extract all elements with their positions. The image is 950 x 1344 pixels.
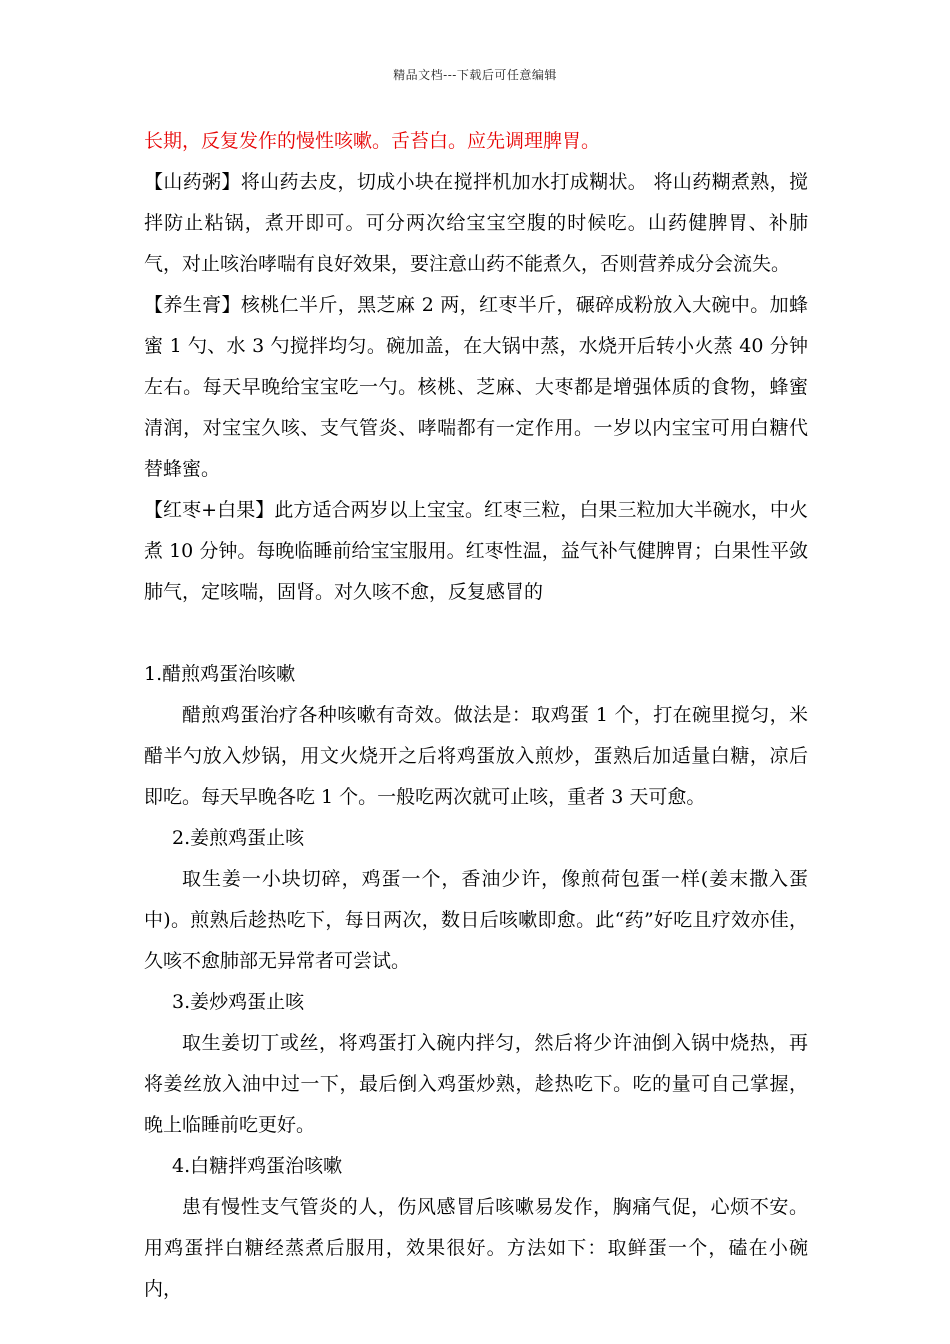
section-heading-2: 2.姜煎鸡蛋止咳 — [172, 827, 305, 849]
document-body — [144, 121, 808, 1310]
intro-paragraph: 长期，反复发作的慢性咳嗽。舌苔白。应先调理脾胃。 — [144, 130, 601, 152]
spacer — [144, 613, 808, 654]
page-header: 精品文档---下载后可任意编辑 — [393, 68, 557, 82]
section-heading-1: 1.醋煎鸡蛋治咳嗽 — [144, 663, 296, 685]
section-body-1: 醋煎鸡蛋治疗各种咳嗽有奇效。做法是：取鸡蛋 1 个，打在碗里搅匀，米醋半勺放入炒锅，用文火烧开之后将鸡蛋放入煎炒，蛋熟后加适量白糖，凉后即吃。每天早晚各吃 1 个。一般吃两次就可止咳，重者 3 天可愈。 — [144, 704, 808, 808]
yam-porridge-paragraph: 【山药粥】将山药去皮，切成小块在搅拌机加水打成糊状。 将山药糊煮熟，搅拌防止粘锅，煮开即可。可分两次给宝宝空腹的时候吃。山药健脾胃、补肺气，对止咳治哮喘有良好效果，要注意山药不能煮久，否则营养成分会流失。 — [144, 171, 808, 275]
health-paste-paragraph: 【养生膏】核桃仁半斤，黑芝麻 2 两，红枣半斤，碾碎成粉放入大碗中。加蜂蜜 1 勺、水 3 勺搅拌均匀。碗加盖，在大锅中蒸，水烧开后转小火蒸 40 分钟左右。每天早晚给宝宝吃一勺。核桃、芝麻、大枣都是增强体质的食物，蜂蜜清润，对宝宝久咳、支气管炎、哮喘都有一定作用。一岁以内宝宝可用白糖代替蜂蜜。 — [144, 294, 808, 480]
section-body-2: 取生姜一小块切碎，鸡蛋一个，香油少许，像煎荷包蛋一样(姜末撒入蛋中)。煎熟后趁热吃下，每日两次，数日后咳嗽即愈。此“药”好吃且疗效亦佳，久咳不愈肺部无异常者可尝试。 — [144, 868, 808, 972]
section-body-4: 患有慢性支气管炎的人，伤风感冒后咳嗽易发作，胸痛气促，心烦不安。用鸡蛋拌白糖经蒸煮后服用，效果很好。方法如下：取鲜蛋一个，磕在小碗内， — [144, 1196, 808, 1300]
section-heading-4: 4.白糖拌鸡蛋治咳嗽 — [172, 1155, 343, 1177]
jujube-ginkgo-paragraph: 【红枣+白果】此方适合两岁以上宝宝。红枣三粒，白果三粒加大半碗水，中火煮 10 分钟。每晚临睡前给宝宝服用。红枣性温，益气补气健脾胃；白果性平敛肺气，定咳喘，固肾。对久咳不愈，反复感冒的 — [144, 499, 808, 603]
section-body-3: 取生姜切丁或丝，将鸡蛋打入碗内拌匀，然后将少许油倒入锅中烧热，再将姜丝放入油中过一下，最后倒入鸡蛋炒熟，趁热吃下。吃的量可自己掌握，晚上临睡前吃更好。 — [144, 1032, 808, 1136]
section-heading-3: 3.姜炒鸡蛋止咳 — [172, 991, 305, 1013]
